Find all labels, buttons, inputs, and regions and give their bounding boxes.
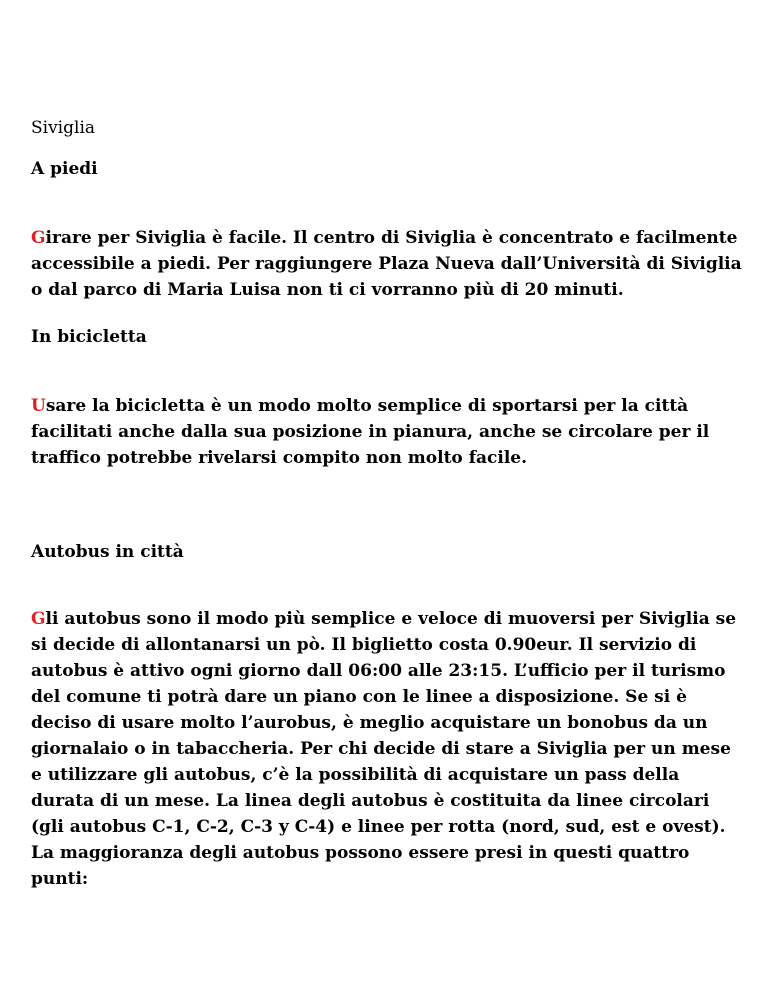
drop-initial: G — [31, 609, 46, 629]
paragraph-text: sare la bicicletta è un modo molto semplice di sportarsi per la città facilitati anche dalla sua posizione in pianura, anche se circolare per il traffico potrebbe rivelarsi compito non molto facile. — [31, 396, 710, 468]
section-paragraph-a-piedi — [31, 225, 746, 303]
section-heading-in-bicicletta: In bicicletta — [31, 327, 147, 347]
drop-initial: U — [31, 396, 46, 416]
paragraph-text: li autobus sono il modo più semplice e veloce di muoversi per Siviglia se si decide di allontanarsi un pò. Il biglietto costa 0.90eur. Il servizio di autobus è attivo ogni giorno dall 06:00 alle 23:15. L’ufficio per il turismo del comune ti potrà dare un piano con le linee a disposizione. Se si è deciso di usare molto l’aurobus, è meglio acquistare un bonobus da un giornalaio o in tabaccheria. Per chi decide di stare a Siviglia per un mese e utilizzare gli autobus, c’è la possibilità di acquistare un pass della durata di un mese. La linea degli autobus è costituita da linee circolari (gli autobus C-1, C-2, C-3 y C-4) e linee per rotta (nord, sud, est e ovest). La maggioranza degli autobus possono essere presi in questi quattro punti: — [31, 609, 737, 889]
section-heading-a-piedi: A piedi — [31, 159, 98, 179]
section-paragraph-in-bicicletta — [31, 393, 746, 471]
section-heading-autobus-in-citta: Autobus in città — [31, 542, 184, 562]
paragraph-text: irare per Siviglia è facile. Il centro di Siviglia è concentrato e facilmente accessibile a piedi. Per raggiungere Plaza Nueva dall’Università di Siviglia o dal parco di Maria Luisa non ti ci vorranno più di 20 minuti. — [31, 228, 742, 300]
drop-initial: G — [31, 228, 46, 248]
document-title: Siviglia — [31, 118, 96, 138]
section-paragraph-autobus-in-citta — [31, 606, 746, 892]
